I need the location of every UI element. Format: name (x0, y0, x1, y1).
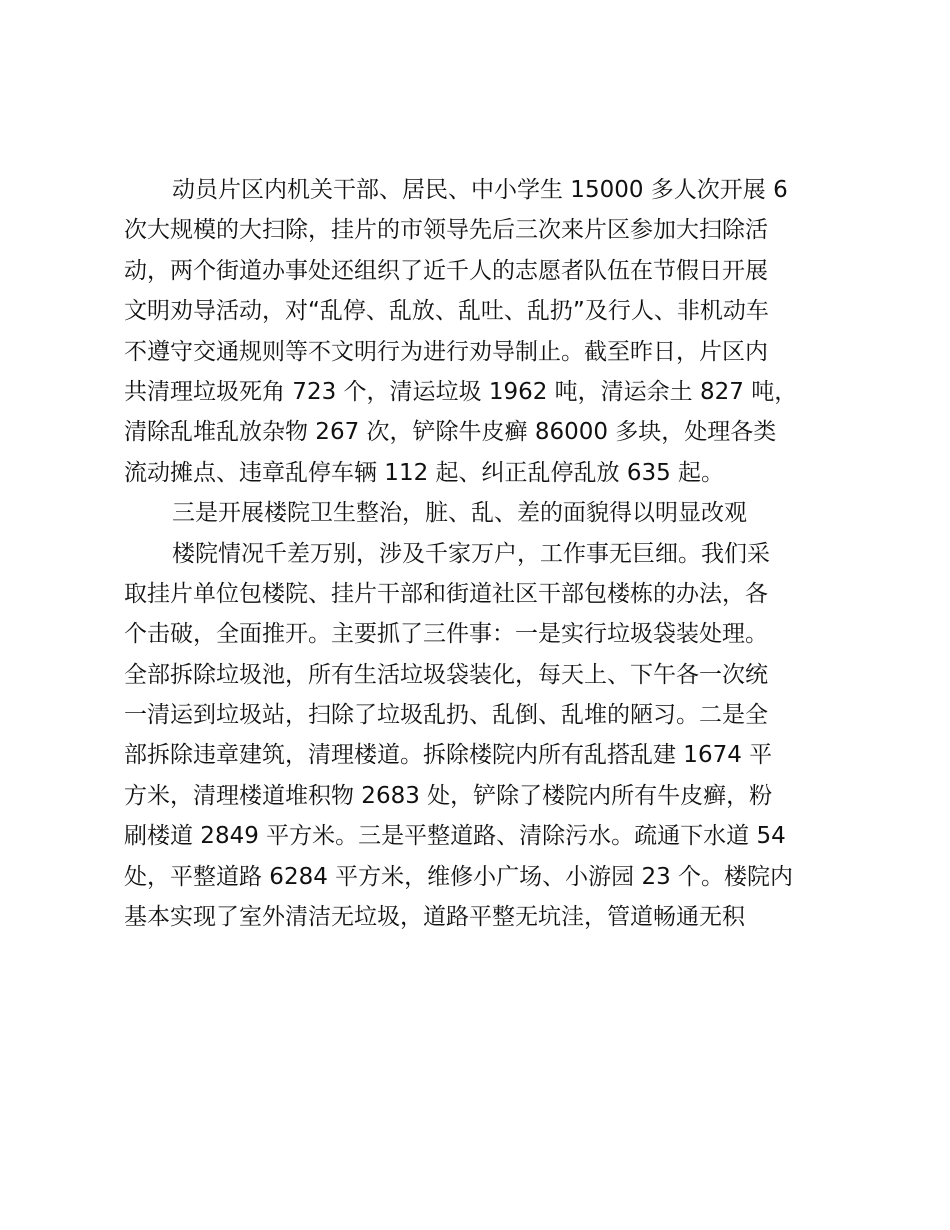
text-line: 楼院情况千差万别，涉及千家万户，工作事无巨细。我们采 (172, 540, 770, 567)
text-line: 一清运到垃圾站，扫除了垃圾乱扔、乱倒、乱堆的陋习。二是全 (124, 702, 768, 729)
paragraph-2 (124, 534, 828, 938)
text-line: 全部拆除垃圾池，所有生活垃圾袋装化，每天上、下午各一次统 (124, 661, 768, 688)
text-line: 方米，清理楼道堆积物 2683 处，铲除了楼院内所有牛皮癣，粉 (124, 782, 773, 809)
section-heading: 三是开展楼院卫生整治，脏、乱、差的面貌得以明显改观 (172, 500, 747, 527)
text-line: 文明劝导活动，对“乱停、乱放、乱吐、乱扔”及行人、非机动车 (124, 298, 769, 325)
text-line: 次大规模的大扫除，挂片的市领导先后三次来片区参加大扫除活 (124, 217, 768, 244)
text-line: 流动摊点、违章乱停车辆 112 起、纠正乱停乱放 635 起。 (124, 459, 725, 486)
text-line: 共清理垃圾死角 723 个，清运垃圾 1962 吨，清运余土 827 吨， (124, 378, 798, 405)
text-line: 取挂片单位包楼院、挂片干部和街道社区干部包楼栋的办法，各 (124, 580, 768, 607)
text-line: 刷楼道 2849 平方米。三是平整道路、清除污水。疏通下水道 54 (124, 823, 786, 850)
document-body (124, 170, 828, 937)
text-line: 个击破，全面推开。主要抓了三件事：一是实行垃圾袋装处理。 (124, 621, 768, 648)
text-line: 动，两个街道办事处还组织了近千人的志愿者队伍在节假日开展 (124, 257, 768, 284)
text-line: 动员片区内机关干部、居民、中小学生 15000 多人次开展 6 (172, 177, 788, 203)
paragraph-1 (124, 170, 828, 493)
text-line: 部拆除违章建筑，清理楼道。拆除楼院内所有乱搭乱建 1674 平 (124, 742, 773, 769)
text-line: 清除乱堆乱放杂物 267 次，铲除牛皮癣 86000 多块，处理各类 (124, 419, 777, 446)
text-line: 不遵守交通规则等不文明行为进行劝导制止。截至昨日，片区内 (124, 338, 768, 365)
text-line: 处，平整道路 6284 平方米，维修小广场、小游园 23 个。楼院内 (124, 863, 794, 890)
text-line: 基本实现了室外清洁无垃圾，道路平整无坑洼，管道畅通无积 (124, 904, 745, 931)
